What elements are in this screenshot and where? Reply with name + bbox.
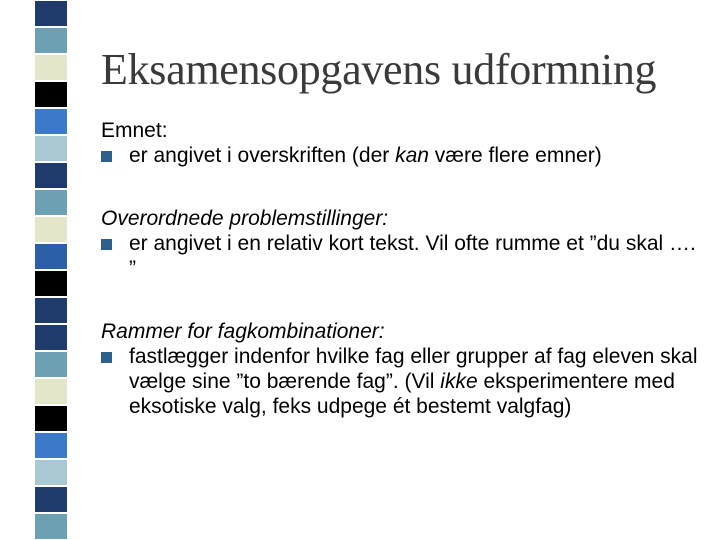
strip-square — [35, 1, 67, 26]
strip-square — [35, 487, 67, 512]
strip-block — [0, 108, 72, 135]
square-bullet-icon — [101, 151, 112, 162]
strip-square — [35, 55, 67, 80]
strip-square — [35, 271, 67, 296]
strip-square — [35, 163, 67, 188]
square-bullet-icon — [101, 239, 112, 250]
strip-block — [0, 162, 72, 189]
strip-block — [0, 0, 72, 27]
strip-block — [0, 486, 72, 513]
bullet-text-part: fastlægger indenfor hvilke fag eller grupper af fag eleven skal vælge sine ”to bærende fag”. (Vil — [129, 345, 698, 393]
strip-block — [0, 405, 72, 432]
strip-block — [0, 243, 72, 270]
strip-block — [0, 324, 72, 351]
strip-block — [0, 378, 72, 405]
bullet-text-part: være flere emner) — [428, 144, 602, 167]
bullet-item-rammer — [101, 344, 701, 419]
strip-block — [0, 513, 72, 540]
strip-square — [35, 352, 67, 377]
strip-square — [35, 406, 67, 431]
strip-square — [35, 136, 67, 161]
strip-block — [0, 81, 72, 108]
strip-square — [35, 109, 67, 134]
bullet-text-part: eksperimentere med eksotiske valg, feks udpege ét bestemt valgfag) — [129, 370, 675, 418]
bullet-item-overordnede — [101, 231, 701, 281]
strip-square — [35, 82, 67, 107]
strip-block — [0, 189, 72, 216]
strip-block — [0, 54, 72, 81]
strip-block — [0, 216, 72, 243]
strip-block — [0, 297, 72, 324]
strip-block — [0, 135, 72, 162]
strip-square — [35, 244, 67, 269]
strip-square — [35, 433, 67, 458]
section-heading-overordnede: Overordnede problemstillinger: — [101, 207, 389, 230]
strip-square — [35, 28, 67, 53]
strip-block — [0, 351, 72, 378]
strip-block — [0, 432, 72, 459]
strip-square — [35, 460, 67, 485]
strip-square — [35, 514, 67, 539]
strip-square — [35, 190, 67, 215]
strip-block — [0, 459, 72, 486]
strip-block — [0, 27, 72, 54]
decorative-color-strip — [0, 0, 72, 540]
bullet-item-emnet — [101, 143, 701, 168]
strip-square — [35, 379, 67, 404]
slide-title: Eksamensopgavens udformning — [101, 45, 657, 94]
strip-square — [35, 217, 67, 242]
strip-block — [0, 270, 72, 297]
section-heading-rammer: Rammer for fagkombinationer: — [101, 320, 385, 343]
bullet-text-part: er angivet i overskriften (der — [129, 144, 396, 167]
strip-square — [35, 325, 67, 350]
bullet-text-part: er angivet i en relativ kort tekst. Vil ofte rumme et ”du skal …. ” — [129, 232, 696, 280]
bullet-text-emphasis: ikke — [440, 370, 478, 393]
section-heading-emnet: Emnet: — [101, 119, 168, 142]
strip-square — [35, 298, 67, 323]
square-bullet-icon — [101, 352, 112, 363]
slide-body — [101, 118, 701, 419]
bullet-text-emphasis: kan — [395, 144, 429, 167]
